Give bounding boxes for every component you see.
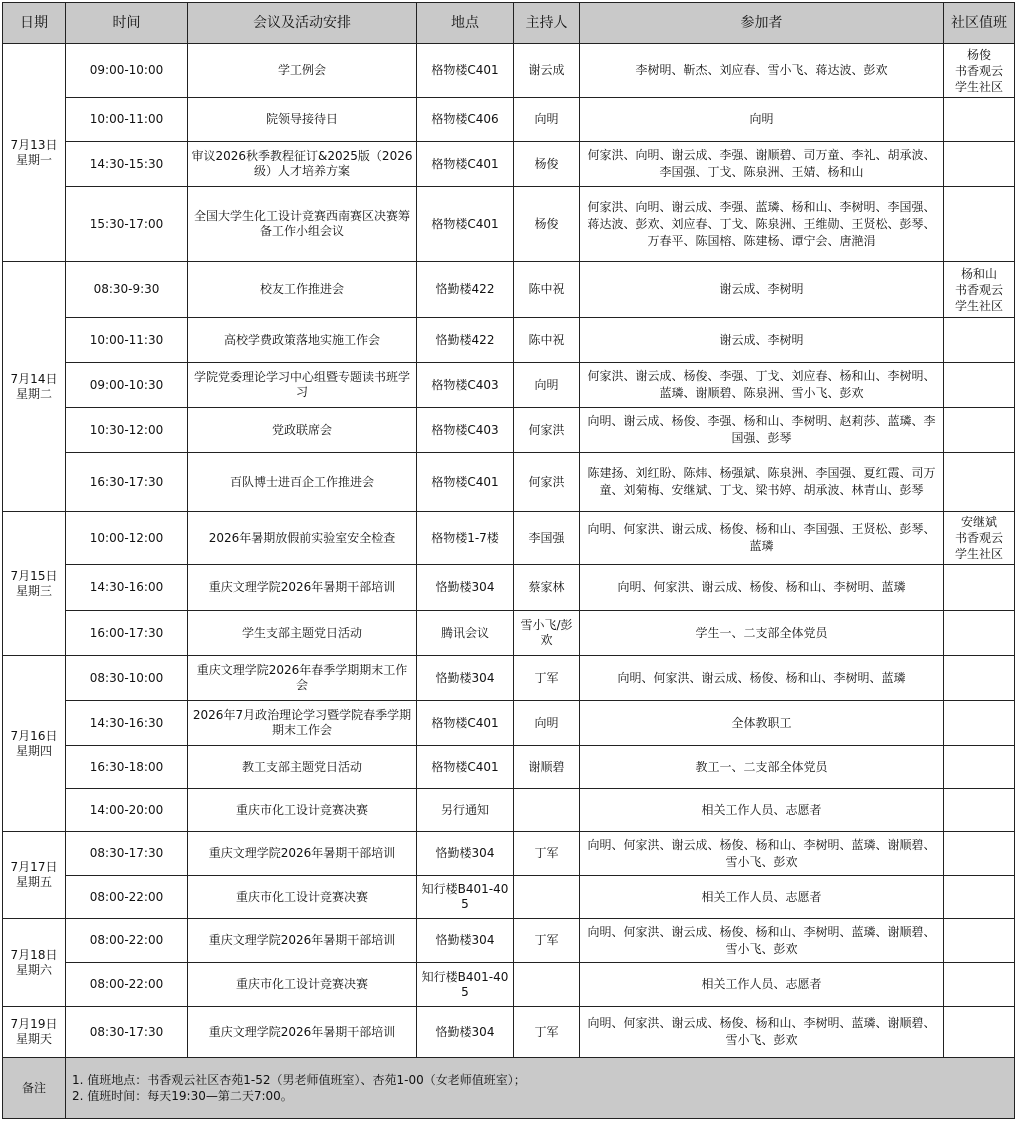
location-cell: 格物楼C401 [417,746,514,789]
participants-cell: 向明、何家洪、谢云成、杨俊、杨和山、李树明、蓝璘、谢顺碧、雪小飞、彭欢 [580,919,944,963]
time-cell: 08:00-22:00 [66,963,188,1007]
duty-cell [944,832,1015,876]
table-row [3,98,1015,142]
event-cell: 学生支部主题党日活动 [188,611,417,656]
event-cell: 重庆文理学院2026年暑期干部培训 [188,1007,417,1058]
time-cell: 10:00-12:00 [66,512,188,565]
participants-cell: 教工一、二支部全体党员 [580,746,944,789]
participants-cell: 李树明、靳杰、刘应春、雪小飞、蒋达波、彭欢 [580,44,944,98]
host-cell: 杨俊 [514,142,580,187]
event-cell: 重庆文理学院2026年春季学期期末工作会 [188,656,417,701]
weekday-label: 星期一 [15,152,52,167]
location-cell: 格物楼1-7楼 [417,512,514,565]
host-cell: 向明 [514,701,580,746]
header-duty: 社区值班 [944,3,1015,44]
notes-content [66,1058,1015,1119]
event-cell: 学院党委理论学习中心组暨专题读书班学习 [188,363,417,408]
date-label: 7月17日 [10,860,58,874]
location-cell: 格物楼C401 [417,187,514,262]
date-label: 7月18日 [10,947,58,962]
table-row [3,963,1015,1007]
participants-cell: 何家洪、向明、谢云成、李强、谢顺碧、司万童、李礼、胡承波、李国强、丁戈、陈泉洲、王婧、杨和山 [580,142,944,187]
event-cell: 重庆市化工设计竞赛决赛 [188,876,417,919]
duty-cell [944,919,1015,963]
duty-cell [944,187,1015,262]
location-cell: 格物楼C401 [417,453,514,512]
duty-cell [944,262,1015,318]
table-row [3,318,1015,363]
table-row [3,832,1015,876]
table-row [3,565,1015,611]
date-cell [3,1007,66,1058]
participants-cell: 何家洪、谢云成、杨俊、李强、丁戈、刘应春、杨和山、李树明、蓝璘、谢顺碧、陈泉洲、雪小飞、彭欢 [580,363,944,408]
location-cell: 格物楼C401 [417,44,514,98]
participants-cell: 向明、何家洪、谢云成、杨俊、杨和山、李树明、蓝璘 [580,565,944,611]
weekday-label: 星期四 [15,743,52,758]
date-cell [3,832,66,919]
participants-cell: 相关工作人员、志愿者 [580,789,944,832]
event-cell: 重庆市化工设计竞赛决赛 [188,963,417,1007]
participants-cell: 谢云成、李树明 [580,262,944,318]
location-cell: 腾讯会议 [417,611,514,656]
time-cell: 08:30-17:30 [66,832,188,876]
date-cell [3,44,66,262]
location-cell: 恪勤楼304 [417,656,514,701]
participants-cell: 相关工作人员、志愿者 [580,876,944,919]
table-row [3,262,1015,318]
host-cell: 何家洪 [514,408,580,453]
time-cell: 08:30-17:30 [66,1007,188,1058]
duty-line: 学生社区 [954,547,1003,561]
header-date: 日期 [3,3,66,44]
table-row [3,1007,1015,1058]
table-row [3,453,1015,512]
table-row [3,701,1015,746]
duty-line: 书香观云 [954,282,1003,297]
date-cell [3,512,66,656]
duty-line: 学生社区 [954,298,1003,313]
duty-cell [944,318,1015,363]
date-label: 7月16日 [10,728,58,743]
host-cell: 杨俊 [514,187,580,262]
location-cell: 恪勤楼304 [417,1007,514,1058]
table-row [3,611,1015,656]
participants-cell: 陈建扬、刘红盼、陈炜、杨强斌、陈泉洲、李国强、夏红霞、司万童、刘菊梅、安继斌、丁戈、梁书婷、胡承波、林青山、彭琴 [580,453,944,512]
schedule-body [3,44,1015,1058]
event-cell: 重庆文理学院2026年暑期干部培训 [188,565,417,611]
time-cell: 14:30-15:30 [66,142,188,187]
location-cell: 另行通知 [417,789,514,832]
host-cell: 丁军 [514,1007,580,1058]
time-cell: 10:00-11:30 [66,318,188,363]
host-cell: 丁军 [514,919,580,963]
location-cell: 恪勤楼304 [417,919,514,963]
weekday-label: 星期五 [15,875,52,889]
participants-cell: 相关工作人员、志愿者 [580,963,944,1007]
event-cell: 校友工作推进会 [188,262,417,318]
participants-cell: 向明、何家洪、谢云成、杨俊、杨和山、李树明、蓝璘、谢顺碧、雪小飞、彭欢 [580,832,944,876]
table-row [3,187,1015,262]
notes-label: 备注 [3,1058,66,1119]
host-cell [514,789,580,832]
time-cell: 14:00-20:00 [66,789,188,832]
date-label: 7月15日 [10,568,58,583]
date-label: 7月13日 [10,137,58,152]
time-cell: 09:00-10:00 [66,44,188,98]
duty-line: 杨俊 [966,47,991,62]
duty-cell [944,701,1015,746]
host-cell: 李国强 [514,512,580,565]
time-cell: 10:30-12:00 [66,408,188,453]
time-cell: 16:30-17:30 [66,453,188,512]
event-cell: 党政联席会 [188,408,417,453]
header-host: 主持人 [514,3,580,44]
duty-cell [944,611,1015,656]
weekday-label: 星期三 [15,583,52,598]
event-cell: 教工支部主题党日活动 [188,746,417,789]
participants-cell: 学生一、二支部全体党员 [580,611,944,656]
header-row [3,3,1015,44]
date-cell [3,262,66,512]
time-cell: 10:00-11:00 [66,98,188,142]
event-cell: 重庆文理学院2026年暑期干部培训 [188,832,417,876]
duty-line: 书香观云 [954,63,1003,78]
host-cell [514,876,580,919]
event-cell: 高校学费政策落地实施工作会 [188,318,417,363]
location-cell: 格物楼C401 [417,701,514,746]
host-cell: 丁军 [514,832,580,876]
location-cell: 格物楼C403 [417,408,514,453]
event-cell: 重庆文理学院2026年暑期干部培训 [188,919,417,963]
duty-line: 杨和山 [960,266,997,281]
participants-cell: 谢云成、李树明 [580,318,944,363]
duty-cell [944,98,1015,142]
host-cell: 谢顺碧 [514,746,580,789]
table-row [3,919,1015,963]
event-cell: 百队博士进百企工作推进会 [188,453,417,512]
host-cell: 陈中祝 [514,318,580,363]
participants-cell: 向明、何家洪、谢云成、杨俊、杨和山、李国强、王贤松、彭琴、蓝璘 [580,512,944,565]
duty-cell [944,453,1015,512]
date-label: 7月19日 [10,1017,58,1031]
date-cell [3,656,66,832]
date-label: 7月14日 [10,371,58,386]
event-cell: 重庆市化工设计竞赛决赛 [188,789,417,832]
event-cell: 审议2026秋季教程征订&2025版（2026级）人才培养方案 [188,142,417,187]
table-row [3,746,1015,789]
header-time: 时间 [66,3,188,44]
duty-line: 学生社区 [954,79,1003,94]
table-row [3,44,1015,98]
duty-cell [944,44,1015,98]
weekday-label: 星期天 [15,1032,52,1046]
time-cell: 09:00-10:30 [66,363,188,408]
participants-cell: 向明 [580,98,944,142]
time-cell: 16:30-18:00 [66,746,188,789]
host-cell: 丁军 [514,656,580,701]
table-row [3,512,1015,565]
table-row [3,142,1015,187]
duty-cell [944,408,1015,453]
location-cell: 知行楼B401-405 [417,876,514,919]
event-cell: 院领导接待日 [188,98,417,142]
participants-cell: 何家洪、向明、谢云成、李强、蓝璘、杨和山、李树明、李国强、蒋达波、彭欢、刘应春、丁戈、陈泉洲、王维勋、王贤松、彭琴、万春平、陈国榕、陈建杨、谭宁会、唐滟涓 [580,187,944,262]
location-cell: 恪勤楼422 [417,318,514,363]
notes-row [3,1058,1015,1119]
location-cell: 恪勤楼422 [417,262,514,318]
weekday-label: 星期二 [15,386,52,401]
location-cell: 格物楼C401 [417,142,514,187]
host-cell: 向明 [514,363,580,408]
location-cell: 恪勤楼304 [417,832,514,876]
host-cell [514,963,580,1007]
event-cell: 全国大学生化工设计竞赛西南赛区决赛筹备工作小组会议 [188,187,417,262]
duty-cell [944,142,1015,187]
host-cell: 蔡家林 [514,565,580,611]
participants-cell: 向明、何家洪、谢云成、杨俊、杨和山、李树明、蓝璘、谢顺碧、雪小飞、彭欢 [580,1007,944,1058]
notes-line: 1. 值班地点：书香观云社区杏苑1-52（男老师值班室）、杏苑1-00（女老师值班室）； [72,1073,526,1087]
host-cell: 何家洪 [514,453,580,512]
time-cell: 08:30-10:00 [66,656,188,701]
host-cell: 谢云成 [514,44,580,98]
duty-cell [944,363,1015,408]
time-cell: 08:00-22:00 [66,919,188,963]
duty-cell [944,746,1015,789]
duty-cell [944,1007,1015,1058]
duty-cell [944,789,1015,832]
table-row [3,656,1015,701]
time-cell: 15:30-17:00 [66,187,188,262]
date-cell [3,919,66,1007]
location-cell: 格物楼C403 [417,363,514,408]
duty-cell [944,876,1015,919]
event-cell: 2026年暑期放假前实验室安全检查 [188,512,417,565]
duty-cell [944,963,1015,1007]
duty-line: 书香观云 [954,531,1003,545]
event-cell: 2026年7月政治理论学习暨学院春季学期期末工作会 [188,701,417,746]
table-row [3,789,1015,832]
duty-cell [944,512,1015,565]
notes-line: 2. 值班时间：每天19:30—第二天7:00。 [72,1089,293,1103]
location-cell: 恪勤楼304 [417,565,514,611]
header-event: 会议及活动安排 [188,3,417,44]
time-cell: 14:30-16:30 [66,701,188,746]
duty-cell [944,565,1015,611]
location-cell: 知行楼B401-405 [417,963,514,1007]
location-cell: 格物楼C406 [417,98,514,142]
participants-cell: 向明、谢云成、杨俊、李强、杨和山、李树明、赵莉莎、蓝璘、李国强、彭琴 [580,408,944,453]
time-cell: 14:30-16:00 [66,565,188,611]
time-cell: 08:30-9:30 [66,262,188,318]
time-cell: 08:00-22:00 [66,876,188,919]
weekday-label: 星期六 [15,962,52,977]
header-participants: 参加者 [580,3,944,44]
table-row [3,363,1015,408]
header-location: 地点 [417,3,514,44]
duty-cell [944,656,1015,701]
schedule-table [2,2,1015,1119]
event-cell: 学工例会 [188,44,417,98]
duty-line: 安继斌 [960,515,997,529]
table-row [3,876,1015,919]
participants-cell: 向明、何家洪、谢云成、杨俊、杨和山、李树明、蓝璘 [580,656,944,701]
participants-cell: 全体教职工 [580,701,944,746]
host-cell: 雪小飞/彭欢 [514,611,580,656]
time-cell: 16:00-17:30 [66,611,188,656]
host-cell: 陈中祝 [514,262,580,318]
table-row [3,408,1015,453]
host-cell: 向明 [514,98,580,142]
